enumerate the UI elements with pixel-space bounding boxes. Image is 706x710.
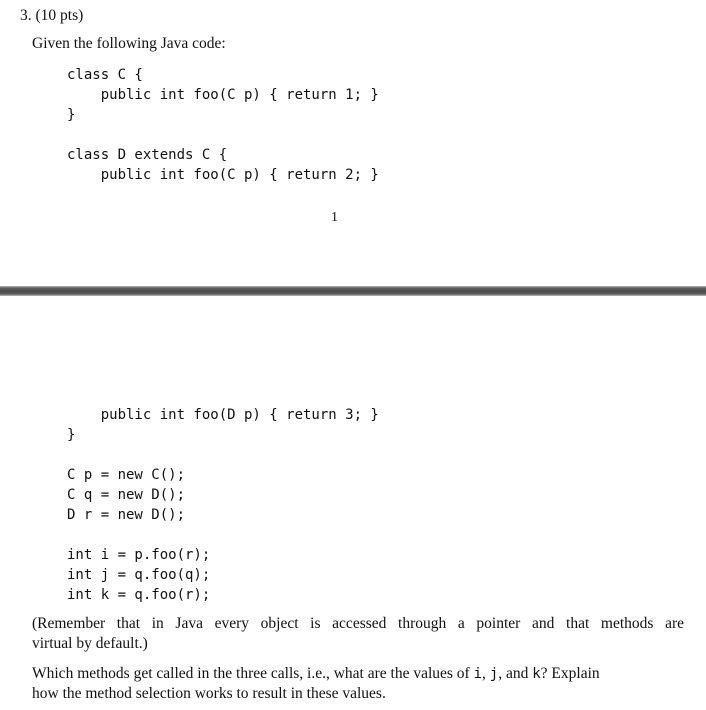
question-text: Which methods get called in the three calls, i.e., what are the values of [32, 665, 474, 682]
code-line: } [67, 107, 76, 123]
var-k: k [532, 666, 541, 682]
code-line: C p = new C(); [67, 467, 186, 483]
note-paragraph [32, 614, 684, 654]
var-i: i [473, 666, 483, 682]
question-text: ? Explain [540, 665, 600, 682]
page-number: 1 [331, 210, 338, 225]
question-text: , [482, 665, 490, 682]
question-line: how the method selection works to result in these values. [32, 685, 386, 702]
note-line: (Remember that in Java every object is accessed through a pointer and that methods are [32, 615, 684, 632]
code-line: public int foo(D p) { return 3; } [67, 407, 379, 423]
code-line: class D extends C { [67, 147, 228, 163]
code-line: public int foo(C p) { return 1; } [67, 87, 379, 103]
question-text: , and [498, 665, 533, 682]
code-line: int k = q.foo(r); [67, 587, 211, 603]
var-j: j [489, 666, 499, 682]
note-line: virtual by default.) [32, 635, 148, 652]
code-line: C q = new D(); [67, 487, 186, 503]
question-header: 3. (10 pts) [20, 7, 84, 24]
code-line: int i = p.foo(r); [67, 547, 211, 563]
code-line: } [67, 427, 76, 443]
code-line: D r = new D(); [67, 507, 186, 523]
page-break-divider [0, 286, 706, 296]
question-line [32, 664, 684, 684]
question-intro: Given the following Java code: [32, 35, 226, 52]
code-line: int j = q.foo(q); [67, 567, 211, 583]
question-paragraph [32, 664, 684, 704]
code-line: class C { [67, 67, 143, 83]
code-line: public int foo(C p) { return 2; } [67, 167, 379, 183]
